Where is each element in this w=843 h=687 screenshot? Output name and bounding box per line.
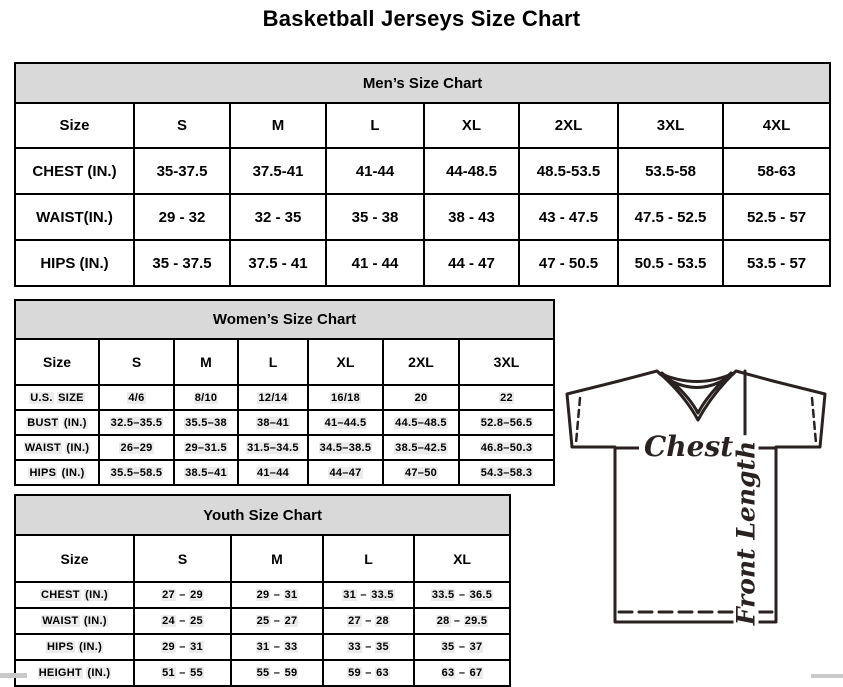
mens-size-value: 44 - 47 bbox=[424, 240, 519, 286]
womens-size-value: 54.3–58.3 bbox=[459, 460, 554, 485]
womens-size-value: 38.5–42.5 bbox=[383, 435, 459, 460]
womens-row-label: U.S. SIZE bbox=[15, 385, 99, 410]
womens-size-value: 41–44 bbox=[238, 460, 308, 485]
womens-size-value: 8/10 bbox=[174, 385, 238, 410]
mens-table-row bbox=[15, 240, 830, 286]
chest-label: Chest bbox=[639, 433, 738, 461]
womens-size-value: 46.8–50.3 bbox=[459, 435, 554, 460]
womens-size-value: 38–41 bbox=[238, 410, 308, 435]
youth-col-header: S bbox=[134, 535, 231, 582]
youth-size-value: 55 – 59 bbox=[231, 660, 323, 686]
youth-size-value: 59 – 63 bbox=[323, 660, 414, 686]
womens-table-row bbox=[15, 460, 554, 485]
youth-size-value: 25 – 27 bbox=[231, 608, 323, 634]
youth-size-value: 31 – 33 bbox=[231, 634, 323, 660]
womens-col-header: XL bbox=[308, 339, 383, 385]
mens-size-value: 41-44 bbox=[326, 148, 424, 194]
front-length-label: Front Length bbox=[734, 435, 759, 631]
womens-table-row bbox=[15, 385, 554, 410]
womens-col-header: L bbox=[238, 339, 308, 385]
mens-size-value: 58-63 bbox=[723, 148, 830, 194]
mens-size-value: 35 - 37.5 bbox=[134, 240, 230, 286]
youth-chart-title: Youth Size Chart bbox=[15, 495, 510, 535]
youth-size-value: 33 – 35 bbox=[323, 634, 414, 660]
horizontal-scrollbar-fragment-right[interactable] bbox=[811, 674, 843, 678]
mens-size-value: 50.5 - 53.5 bbox=[618, 240, 723, 286]
womens-size-value: 20 bbox=[383, 385, 459, 410]
mens-size-value: 53.5-58 bbox=[618, 148, 723, 194]
mens-chart-title: Men’s Size Chart bbox=[15, 63, 830, 103]
womens-col-header: M bbox=[174, 339, 238, 385]
youth-size-value: 29 – 31 bbox=[231, 582, 323, 608]
womens-size-value: 32.5–35.5 bbox=[99, 410, 174, 435]
youth-size-value: 28 – 29.5 bbox=[414, 608, 510, 634]
mens-table-row bbox=[15, 194, 830, 240]
youth-row-label: HEIGHT (IN.) bbox=[15, 660, 134, 686]
mens-row-label: HIPS (IN.) bbox=[15, 240, 134, 286]
womens-size-value: 47–50 bbox=[383, 460, 459, 485]
womens-size-value: 44–47 bbox=[308, 460, 383, 485]
womens-row-label: HIPS (IN.) bbox=[15, 460, 99, 485]
womens-size-value: 35.5–38 bbox=[174, 410, 238, 435]
youth-size-chart-table bbox=[14, 494, 511, 687]
youth-size-value: 29 – 31 bbox=[134, 634, 231, 660]
youth-size-value: 24 – 25 bbox=[134, 608, 231, 634]
womens-size-value: 31.5–34.5 bbox=[238, 435, 308, 460]
mens-row-label: CHEST (IN.) bbox=[15, 148, 134, 194]
mens-col-header: Size bbox=[15, 103, 134, 148]
womens-size-value: 38.5–41 bbox=[174, 460, 238, 485]
womens-size-value: 35.5–58.5 bbox=[99, 460, 174, 485]
mens-size-value: 35 - 38 bbox=[326, 194, 424, 240]
mens-size-value: 41 - 44 bbox=[326, 240, 424, 286]
mens-size-value: 32 - 35 bbox=[230, 194, 326, 240]
youth-table-row bbox=[15, 582, 510, 608]
mens-size-value: 37.5-41 bbox=[230, 148, 326, 194]
mens-size-value: 52.5 - 57 bbox=[723, 194, 830, 240]
youth-size-value: 27 – 29 bbox=[134, 582, 231, 608]
womens-col-header: 3XL bbox=[459, 339, 554, 385]
mens-size-value: 53.5 - 57 bbox=[723, 240, 830, 286]
mens-col-header: L bbox=[326, 103, 424, 148]
youth-table-row bbox=[15, 660, 510, 686]
womens-chart-title: Women’s Size Chart bbox=[15, 300, 554, 339]
youth-size-value: 51 – 55 bbox=[134, 660, 231, 686]
youth-table-row bbox=[15, 634, 510, 660]
mens-table-row bbox=[15, 148, 830, 194]
mens-col-header: 3XL bbox=[618, 103, 723, 148]
womens-col-header: Size bbox=[15, 339, 99, 385]
youth-size-value: 27 – 28 bbox=[323, 608, 414, 634]
womens-size-chart-table bbox=[14, 299, 555, 486]
mens-row-label: WAIST(IN.) bbox=[15, 194, 134, 240]
mens-col-header: XL bbox=[424, 103, 519, 148]
womens-size-value: 52.8–56.5 bbox=[459, 410, 554, 435]
mens-size-value: 38 - 43 bbox=[424, 194, 519, 240]
youth-col-header: XL bbox=[414, 535, 510, 582]
womens-col-header: S bbox=[99, 339, 174, 385]
womens-size-value: 16/18 bbox=[308, 385, 383, 410]
mens-col-header: 4XL bbox=[723, 103, 830, 148]
mens-col-header: 2XL bbox=[519, 103, 618, 148]
womens-table-row bbox=[15, 410, 554, 435]
womens-size-value: 26–29 bbox=[99, 435, 174, 460]
mens-col-header: M bbox=[230, 103, 326, 148]
womens-table-row bbox=[15, 435, 554, 460]
page-title: Basketball Jerseys Size Chart bbox=[262, 6, 581, 31]
youth-size-value: 33.5 – 36.5 bbox=[414, 582, 510, 608]
youth-size-value: 31 – 33.5 bbox=[323, 582, 414, 608]
youth-col-header: L bbox=[323, 535, 414, 582]
mens-col-header: S bbox=[134, 103, 230, 148]
womens-size-value: 22 bbox=[459, 385, 554, 410]
mens-size-value: 44-48.5 bbox=[424, 148, 519, 194]
youth-row-label: WAIST (IN.) bbox=[15, 608, 134, 634]
youth-table-row bbox=[15, 608, 510, 634]
womens-size-value: 4/6 bbox=[99, 385, 174, 410]
womens-row-label: WAIST (IN.) bbox=[15, 435, 99, 460]
mens-size-value: 29 - 32 bbox=[134, 194, 230, 240]
youth-size-value: 35 – 37 bbox=[414, 634, 510, 660]
youth-size-value: 63 – 67 bbox=[414, 660, 510, 686]
mens-size-value: 37.5 - 41 bbox=[230, 240, 326, 286]
mens-size-value: 43 - 47.5 bbox=[519, 194, 618, 240]
womens-size-value: 44.5–48.5 bbox=[383, 410, 459, 435]
jersey-measurement-diagram bbox=[558, 360, 843, 679]
mens-size-chart-table bbox=[14, 62, 831, 287]
youth-col-header: Size bbox=[15, 535, 134, 582]
womens-size-value: 29–31.5 bbox=[174, 435, 238, 460]
youth-row-label: CHEST (IN.) bbox=[15, 582, 134, 608]
horizontal-scrollbar-fragment-left[interactable] bbox=[0, 673, 27, 678]
womens-size-value: 12/14 bbox=[238, 385, 308, 410]
womens-col-header: 2XL bbox=[383, 339, 459, 385]
youth-col-header: M bbox=[231, 535, 323, 582]
mens-size-value: 35-37.5 bbox=[134, 148, 230, 194]
womens-size-value: 41–44.5 bbox=[308, 410, 383, 435]
mens-size-value: 47 - 50.5 bbox=[519, 240, 618, 286]
mens-size-value: 48.5-53.5 bbox=[519, 148, 618, 194]
womens-size-value: 34.5–38.5 bbox=[308, 435, 383, 460]
womens-row-label: BUST (IN.) bbox=[15, 410, 99, 435]
youth-row-label: HIPS (IN.) bbox=[15, 634, 134, 660]
mens-size-value: 47.5 - 52.5 bbox=[618, 194, 723, 240]
